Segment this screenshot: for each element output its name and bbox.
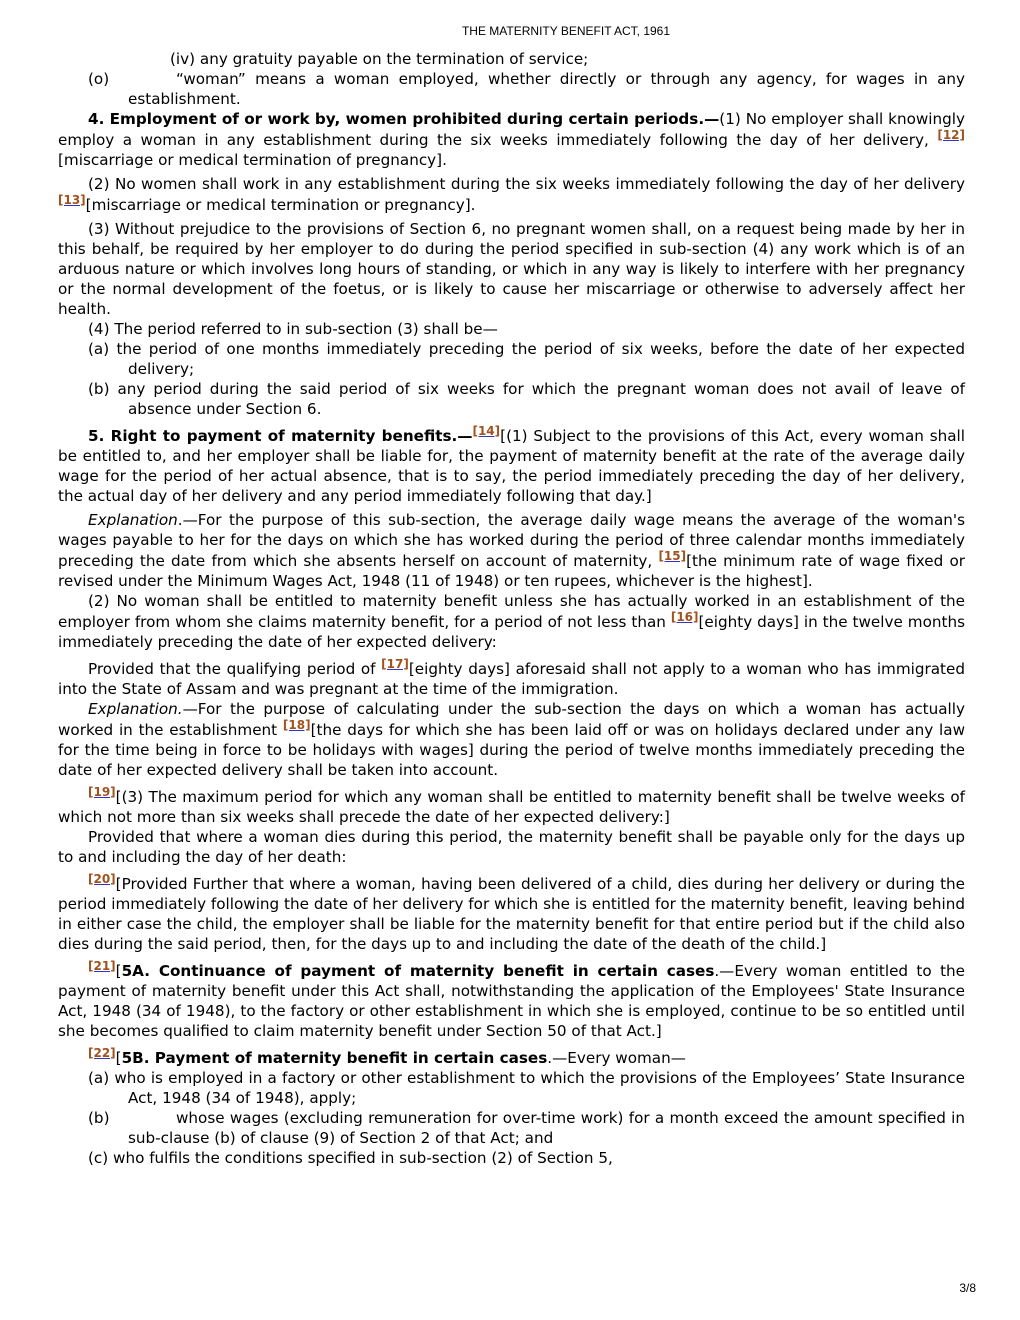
section-5a-heading: 5A. Continuance of payment of maternity benefit in certain cases [121, 962, 715, 980]
section-5b-c: (c) who fulfils the conditions specified in sub-section (2) of Section 5, [88, 1149, 613, 1167]
footnote-link-14[interactable]: [14] [472, 424, 501, 438]
section-5b-heading: 5B. Payment of maternity benefit in certain cases [121, 1049, 548, 1067]
footnote-link-21[interactable]: [21] [88, 959, 116, 973]
proviso-3: [20][Provided Further that where a woman, having been delivered of a child, dies during her delivery or during the period immediately following the date of her delivery for which she is entitled for the maternity benefit, leaving behind in either case the child, the employer shall be liable for the maternity benefit for that entire period but if the child also dies during the said period, then, for the days up to and including the date of the death of the child.] [58, 872, 965, 953]
section-4-heading: 4. Employment of or work by, women prohibited during certain periods.— [88, 110, 720, 128]
section-5-sub-3: [19][(3) The maximum period for which any woman shall be entitled to maternity benefit shall be twelve weeks of which not more than six weeks shall precede the date of her expected delivery:] [58, 785, 965, 826]
footnote-link-19[interactable]: [19] [88, 785, 116, 799]
section-5-heading: 5. Right to payment of maternity benefits.— [88, 427, 473, 445]
section-4-sub-4-a: (a) the period of one months immediately preceding the period of six weeks, before the date of her expected delivery; [88, 340, 965, 378]
clause-iv: (iv) any gratuity payable on the termination of service; [170, 50, 589, 68]
footnote-link-22[interactable]: [22] [88, 1046, 116, 1060]
footnote-link-16[interactable]: [16] [670, 610, 699, 624]
footnote-link-12[interactable]: [12] [937, 128, 965, 142]
section-5-sub-2: (2) No woman shall be entitled to maternity benefit unless she has actually worked in an establishment of the employer from whom she claims maternity benefit, for a period of not less than [16][eighty days] in the twelve months immediately preceding the date of her expected delivery: [58, 592, 965, 651]
explanation-2: Explanation.—For the purpose of calculating under the sub-section the days on which a woman has actually worked in the establishment [18][the days for which she has been laid off or was on holidays declared under any law for the time being in force to be holidays with wages] during the period of twelve months immediately preceding the date of her expected delivery shall be taken into account. [58, 700, 965, 779]
proviso-2: Provided that where a woman dies during this period, the maternity benefit shall be payable only for the days up to and including the day of her death: [58, 828, 965, 866]
document-body [58, 49, 965, 1168]
clause-o: (o) “woman” means a woman employed, whether directly or through any agency, for wages in any establishment. [88, 70, 965, 108]
section-4-sub-4: (4) The period referred to in sub-section (3) shall be— [88, 320, 498, 338]
footnote-link-18[interactable]: [18] [282, 718, 311, 732]
section-5-sub-1: 5. Right to payment of maternity benefits.—[14][(1) Subject to the provisions of this Act, every woman shall be entitled to, and her employer shall be liable for, the payment of maternity benefit at the rate of the average daily wage for the period of her actual absence, that is to say, the period immediately preceding the day of her delivery, the actual day of her delivery and any period immediately following that day.] [58, 424, 965, 505]
explanation-1: Explanation.—For the purpose of this sub-section, the average daily wage means the average of the woman's wages payable to her for the days on which she has worked during the period of three calendar months immediately preceding the date from which she absents herself on account of maternity, [15][the minimum rate of wage fixed or revised under the Minimum Wages Act, 1948 (11 of 1948) or ten rupees, whichever is the highest]. [58, 511, 965, 590]
section-4-sub-3: (3) Without prejudice to the provisions of Section 6, no pregnant women shall, on a request being made by her in this behalf, be required by her employer to do during the period specified in sub-section (4) any work which is of an arduous nature or which involves long hours of standing, or which in any way is likely to interfere with her pregnancy or the normal development of the foetus, or is likely to cause her miscarriage or otherwise to adversely affect her health. [58, 220, 965, 318]
section-5b: [22][5B. Payment of maternity benefit in certain cases.—Every woman— [88, 1046, 686, 1067]
header-title: THE MATERNITY BENEFIT ACT, 1961 [461, 24, 671, 38]
section-5b-b: (b) whose wages (excluding remuneration for over-time work) for a month exceed the amount specified in sub-clause (b) of clause (9) of Section 2 of that Act; and [88, 1109, 965, 1147]
footnote-link-17[interactable]: [17] [381, 657, 409, 671]
page-number: 3/8 [959, 1281, 976, 1295]
page-header [0, 24, 1020, 38]
footnote-link-13[interactable]: [13] [58, 193, 86, 207]
section-4-sub-4-b: (b) any period during the said period of six weeks for which the pregnant woman does not avail of leave of absence under Section 6. [88, 380, 965, 418]
proviso-1: Provided that the qualifying period of [17][eighty days] aforesaid shall not apply to a woman who has immigrated into the State of Assam and was pregnant at the time of the immigration. [58, 657, 965, 698]
section-5b-a: (a) who is employed in a factory or other establishment to which the provisions of the Employees’ State Insurance Act, 1948 (34 of 1948), apply; [88, 1069, 965, 1107]
section-4-sub-2: (2) No women shall work in any establishment during the six weeks immediately following the day of her delivery [13][miscarriage or medical termination or pregnancy]. [58, 175, 965, 214]
section-4-sub-1: 4. Employment of or work by, women prohibited during certain periods.—(1) No employer shall knowingly employ a woman in any establishment during the six weeks immediately following the day of her delivery, [12][miscarriage or medical termination of pregnancy]. [58, 110, 965, 169]
footnote-link-15[interactable]: [15] [658, 549, 687, 563]
section-5a: [21][5A. Continuance of payment of maternity benefit in certain cases.—Every woman entitled to the payment of maternity benefit under this Act shall, notwithstanding the application of the Employees' State Insurance Act, 1948 (34 of 1948), to the factory or other establishment in which she is employed, continue to be so entitled until she becomes qualified to claim maternity benefit under Section 50 of that Act.] [58, 959, 965, 1040]
footnote-link-20[interactable]: [20] [88, 872, 116, 886]
